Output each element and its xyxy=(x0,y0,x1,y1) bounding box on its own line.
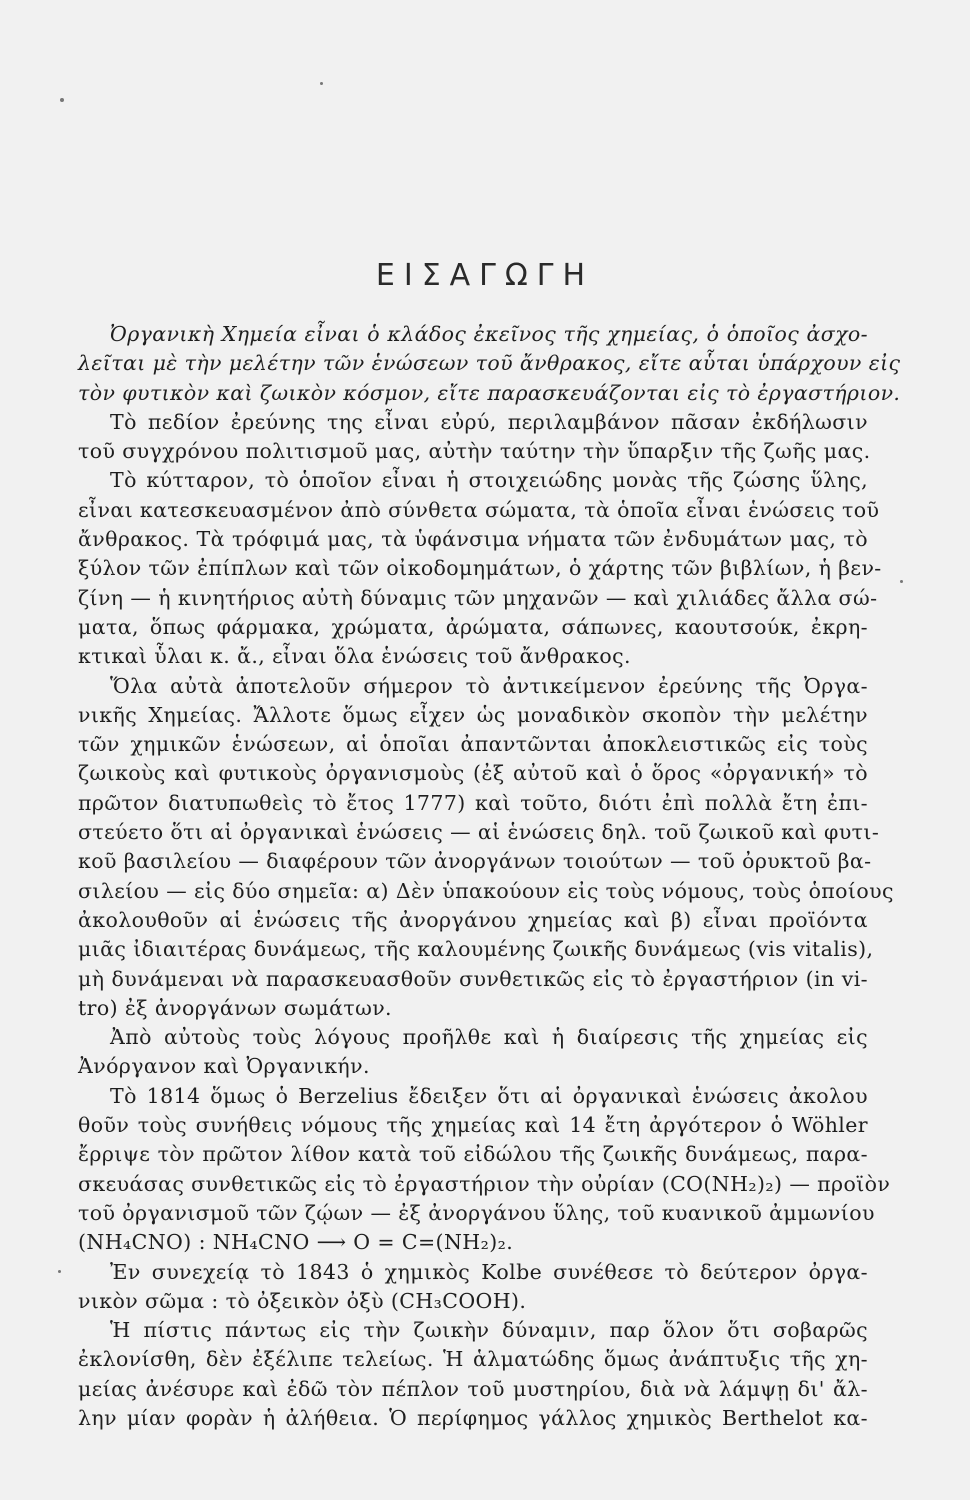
text-line: ἐκλονίσθη, δὲν ἐξέλιπε τελείως. Ἡ ἁλματώδης ὅμως ἀνάπτυξις τῆς χη- xyxy=(78,1347,868,1372)
text-line: Ὅλα αὐτὰ ἀποτελοῦν σήμερον τὸ ἀντικείμενον ἐρεύνης τῆς Ὀργα- xyxy=(110,673,868,698)
body-text xyxy=(78,320,901,1433)
text-line: Ἐν συνεχείᾳ τὸ 1843 ὁ χημικὸς Kolbe συνέθεσε τὸ δεύτερον ὀργα- xyxy=(110,1259,868,1284)
text-line: Τὸ πεδίον ἐρεύνης της εἶναι εὐρύ, περιλαμβάνον πᾶσαν ἐκδήλωσιν xyxy=(110,409,868,434)
text-line: ἀκολουθοῦν αἱ ἑνώσεις τῆς ἀνοργάνου χημείας καὶ β) εἶναι προϊόντα xyxy=(78,907,868,932)
text-line: νικῆς Χημείας. Ἄλλοτε ὅμως εἶχεν ὡς μοναδικὸν σκοπὸν τὴν μελέτην xyxy=(78,702,868,727)
text-line: Ἀνόργανον καὶ Ὀργανικήν. xyxy=(78,1054,370,1079)
text-line: μείας ἀνέσυρε καὶ ἐδῶ τὸν πέπλον τοῦ μυστηρίου, διὰ νὰ λάμψῃ δι' ἄλ- xyxy=(78,1376,868,1401)
text-line: πρῶτον διατυπωθεὶς τὸ ἔτος 1777) καὶ τοῦτο, διότι ἐπὶ πολλὰ ἔτη ἐπι- xyxy=(78,790,868,815)
text-line: κοῦ βασιλείου — διαφέρουν τῶν ἀνοργάνων τοιούτων — τοῦ ὀρυκτοῦ βα- xyxy=(78,849,872,874)
text-line: Ἡ πίστις πάντως εἰς τὴν ζωικὴν δύναμιν, παρ ὅλον ὅτι σοβαρῶς xyxy=(110,1318,868,1343)
text-line: (NH₄CNO) : NH₄CNO ⟶ O = C=(NH₂)₂. xyxy=(78,1230,514,1255)
text-line: μὴ δυνάμεναι νὰ παρασκευασθοῦν συνθετικῶς εἰς τὸ ἐργαστήριον (in vi- xyxy=(78,966,868,991)
chapter-title: ΕΙΣΑΓΩΓΗ xyxy=(375,258,595,294)
text-line: tro) ἐξ ἀνοργάνων σωμάτων. xyxy=(78,995,392,1020)
text-line: ματα, ὅπως φάρμακα, χρώματα, ἀρώματα, σάπωνες, καουτσούκ, ἐκρη- xyxy=(78,614,868,639)
text-line: τῶν χημικῶν ἑνώσεων, αἱ ὁποῖαι ἀπαντῶνται ἀποκλειστικῶς εἰς τοὺς xyxy=(78,732,868,757)
text-line: ἄνθρακος. Τὰ τρόφιμά μας, τὰ ὑφάνσιμα νήματα τῶν ἐνδυμάτων μας, τὸ xyxy=(78,527,868,552)
text-line: ξύλον τῶν ἐπίπλων καὶ τῶν οἰκοδομημάτων, ὁ χάρτης τῶν βιβλίων, ἡ βεν- xyxy=(78,556,882,581)
text-line: ζωικοὺς καὶ φυτικοὺς ὀργανισμοὺς (ἐξ αὐτοῦ καὶ ὁ ὅρος «ὀργανική» τὸ xyxy=(78,761,868,786)
ink-speck xyxy=(900,580,903,583)
text-line: σκευάσας συνθετικῶς εἰς τὸ ἐργαστήριον τὴν οὐρίαν (CO(NH₂)₂) — προϊὸν xyxy=(78,1171,891,1196)
text-line: ζίνη — ἡ κινητήριος αὐτὴ δύναμις τῶν μηχανῶν — καὶ χιλιάδες ἄλλα σώ- xyxy=(78,585,878,610)
ink-speck xyxy=(320,82,323,85)
text-line: κτικαὶ ὗλαι κ. ἄ., εἶναι ὅλα ἑνώσεις τοῦ ἄνθρακος. xyxy=(78,644,631,669)
text-line: στεύετο ὅτι αἱ ὀργανικαὶ ἑνώσεις — αἱ ἑνώσεις δηλ. τοῦ ζωικοῦ καὶ φυτι- xyxy=(78,820,880,845)
text-line: λην μίαν φορὰν ἡ ἀλήθεια. Ὁ περίφημος γάλλος χημικὸς Berthelot κα- xyxy=(78,1405,868,1430)
text-line: τοῦ συγχρόνου πολιτισμοῦ μας, αὐτὴν ταύτην τὴν ὕπαρξιν τῆς ζωῆς μας. xyxy=(78,439,871,464)
text-line: Ὀργανικὴ Χημεία εἶναι ὁ κλάδος ἐκεῖνος τῆς χημείας, ὁ ὁποῖος ἀσχο- xyxy=(110,322,868,346)
text-line: ἔρριψε τὸν πρῶτον λίθον κατὰ τοῦ εἰδώλου τῆς ζωικῆς δυνάμεως, παρα- xyxy=(78,1142,868,1167)
text-line: εἶναι κατεσκευασμένον ἀπὸ σύνθετα σώματα, τὰ ὁποῖα εἶναι ἑνώσεις τοῦ xyxy=(78,497,880,522)
text-line: τοῦ ὀργανισμοῦ τῶν ζῴων — ἐξ ἀνοργάνου ὕλης, τοῦ κυανικοῦ ἀμμωνίου xyxy=(78,1200,875,1225)
ink-speck xyxy=(58,1270,61,1273)
text-line: Τὸ κύτταρον, τὸ ὁποῖον εἶναι ἡ στοιχειώδης μονὰς τῆς ζώσης ὕλης, xyxy=(110,468,868,493)
text-line: Τὸ 1814 ὅμως ὁ Berzelius ἔδειξεν ὅτι αἱ ὀργανικαὶ ἑνώσεις ἀκολου xyxy=(110,1083,868,1108)
text-line: Ἀπὸ αὐτοὺς τοὺς λόγους προῆλθε καὶ ἡ διαίρεσις τῆς χημείας εἰς xyxy=(110,1025,868,1050)
text-line: θοῦν τοὺς συνήθεις νόμους τῆς χημείας καὶ 14 ἔτη ἀργότερον ὁ Wöhler xyxy=(78,1113,868,1138)
text-line: νικὸν σῶμα : τὸ ὀξεικὸν ὀξὺ (CH₃COOH). xyxy=(78,1288,527,1313)
text-line: λεῖται μὲ τὴν μελέτην τῶν ἑνώσεων τοῦ ἄνθρακος, εἴτε αὗται ὑπάρχουν εἰς xyxy=(78,351,901,376)
text-line: τὸν φυτικὸν καὶ ζωικὸν κόσμον, εἴτε παρασκευάζονται εἰς τὸ ἐργαστήριον. xyxy=(78,380,901,405)
text-line: σιλείου — εἰς δύο σημεῖα: α) Δὲν ὑπακούουν εἰς τοὺς νόμους, τοὺς ὁποίους xyxy=(78,878,894,903)
text-line: μιᾶς ἰδιαιτέρας δυνάμεως, τῆς καλουμένης ζωικῆς δυνάμεως (vis vitalis), xyxy=(78,937,874,962)
ink-speck xyxy=(60,98,64,102)
